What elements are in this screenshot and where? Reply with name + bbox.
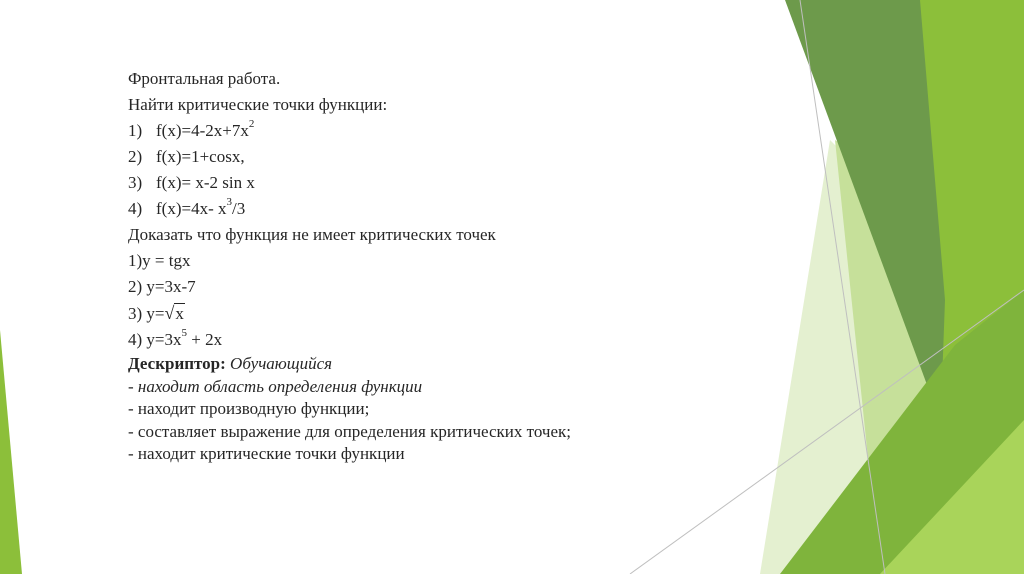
task2-item-1: 1)y = tgx bbox=[128, 251, 191, 270]
task1-item-4-base: f(x)=4x- x bbox=[156, 199, 227, 218]
task1-item-4 bbox=[128, 196, 728, 222]
descriptor-label: Дескриптор: bbox=[128, 354, 226, 373]
criterion-2: - находит производную функции; bbox=[128, 399, 370, 418]
descriptor-subject: Обучающийся bbox=[225, 354, 333, 373]
radicand: x bbox=[175, 304, 184, 323]
task1-item-2 bbox=[128, 144, 728, 170]
decor-left-sliver bbox=[0, 330, 22, 574]
task2-item-4-exponent: 5 bbox=[181, 327, 187, 340]
task1-item-1 bbox=[128, 118, 728, 144]
task1-item-1-exponent: 2 bbox=[248, 118, 255, 131]
task1-item-3-number: 3) bbox=[128, 173, 143, 192]
task2-heading: Доказать что функция не имеет критических точек bbox=[128, 225, 496, 244]
square-root bbox=[165, 300, 185, 327]
radical-sign: √ bbox=[164, 303, 175, 323]
criterion-1: - находит область определения функции bbox=[128, 376, 423, 396]
criterion-4: - находит критические точки функции bbox=[128, 444, 405, 463]
task1-item-1-number: 1) bbox=[128, 121, 143, 140]
task1-item-3 bbox=[128, 170, 728, 196]
descriptor bbox=[128, 353, 728, 376]
task1-item-1-base: f(x)=4-2x+7x bbox=[156, 121, 249, 140]
task1-item-3-base: f(x)= x-2 sin x bbox=[156, 173, 255, 192]
slide-title: Фронтальная работа. bbox=[128, 69, 281, 88]
task2-item-4-tail: + 2x bbox=[187, 330, 223, 349]
task1-item-2-number: 2) bbox=[128, 147, 143, 166]
task1-item-4-number: 4) bbox=[128, 199, 143, 218]
task1-item-2-base: f(x)=1+cosx, bbox=[156, 147, 245, 166]
task1-item-4-tail: /3 bbox=[231, 199, 246, 218]
task2-item-3 bbox=[128, 300, 728, 327]
task2-item-3-prefix: 3) y= bbox=[128, 304, 165, 323]
task1-item-4-exponent: 3 bbox=[226, 196, 232, 209]
task2-item-4-prefix: 4) y=3x bbox=[128, 330, 182, 349]
task1-heading: Найти критические точки функции: bbox=[128, 95, 388, 114]
task2-item-4 bbox=[128, 327, 728, 353]
criterion-3: - составляет выражение для определения критических точек; bbox=[128, 421, 571, 441]
task2-item-2: 2) y=3x-7 bbox=[128, 277, 196, 296]
slide-content bbox=[128, 66, 728, 466]
